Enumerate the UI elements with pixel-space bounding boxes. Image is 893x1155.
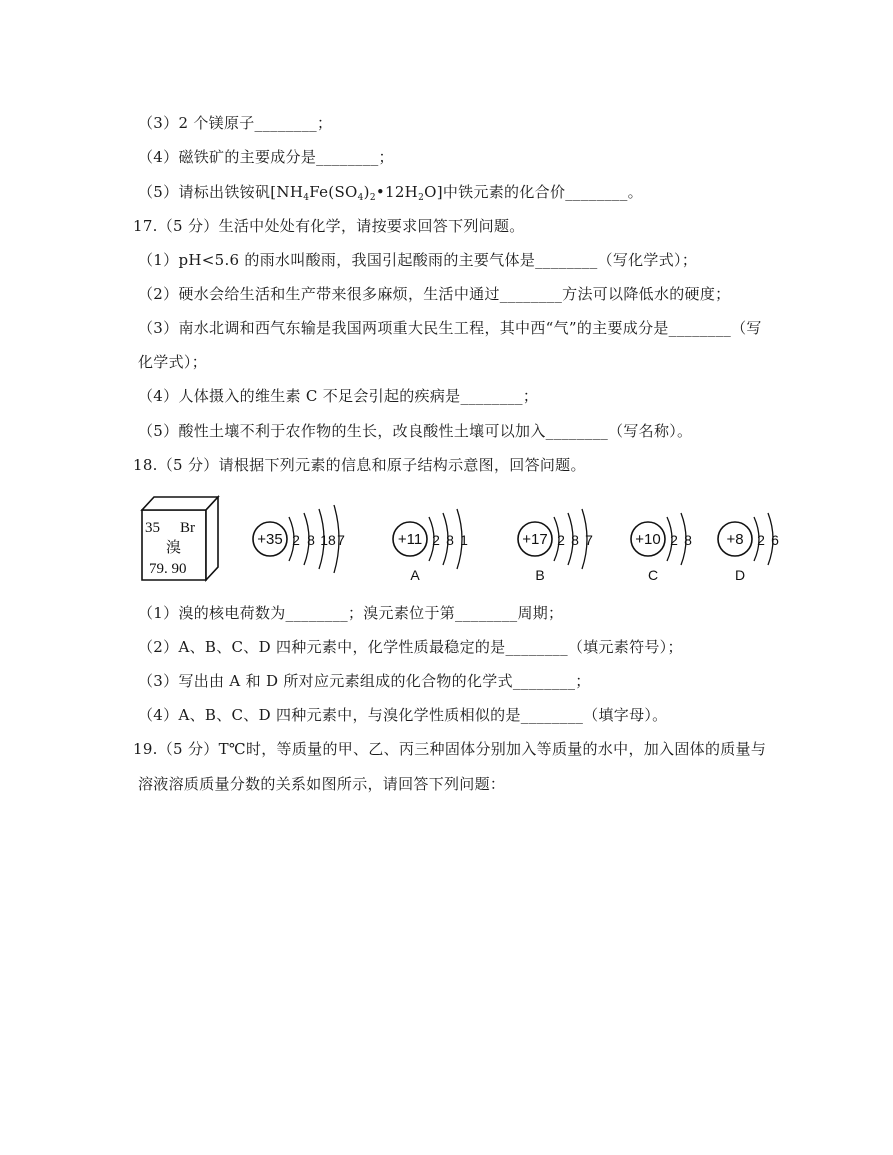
q19-title: 19.（5 分）T℃时，等质量的甲、乙、丙三种固体分别加入等质量的水中，加入固体的质量与 (133, 740, 767, 758)
electron-count: 18 (320, 532, 336, 548)
atom-diagram (253, 505, 345, 573)
atom-label: D (734, 567, 746, 583)
electron-count: 7 (337, 532, 345, 548)
atom-diagram (393, 509, 468, 583)
q18-part3: （3）写出由 A 和 D 所对应元素组成的化合物的化学式________； (138, 672, 591, 690)
nucleus-charge: +10 (635, 531, 661, 548)
q18-title: 18.（5 分）请根据下列元素的信息和原子结构示意图，回答问题。 (133, 456, 586, 474)
atomic-structure-figure (140, 492, 780, 587)
q19-title-continued: 溶液溶质质量分数的关系如图所示，请回答下列问题： (138, 775, 506, 793)
nucleus-charge: +11 (397, 531, 423, 548)
nucleus-charge: +17 (522, 531, 548, 548)
q17-part3-continued: 化学式）； (138, 353, 208, 371)
atom-diagram (631, 513, 692, 583)
q16-part3: （3）2 个镁原子________； (138, 114, 333, 132)
nucleus-charge: +8 (726, 531, 744, 548)
atom-label: C (647, 567, 659, 583)
q17-part3: （3）南水北调和西气东输是我国两项重大民生工程，其中西“气”的主要成分是________（写 (138, 319, 762, 337)
q16-part4: （4）磁铁矿的主要成分是________； (138, 148, 394, 166)
element-atomic-mass: 79. 90 (149, 561, 187, 577)
electron-count: 1 (460, 532, 468, 548)
element-symbol: Br (180, 520, 195, 536)
electron-count: 2 (432, 532, 440, 548)
electron-count: 8 (571, 532, 579, 548)
q17-part1: （1）pH<5.6 的雨水叫酸雨，我国引起酸雨的主要气体是________（写化学式）； (138, 251, 698, 269)
electron-count: 8 (684, 532, 692, 548)
atom-diagram (518, 509, 593, 583)
q18-part2: （2）A、B、C、D 四种元素中，化学性质最稳定的是________（填元素符号）； (138, 638, 683, 656)
atom-diagrams (253, 505, 779, 583)
atomic-structure-diagrams (140, 492, 780, 587)
electron-count: 2 (670, 532, 678, 548)
electron-count: 2 (292, 532, 300, 548)
element-box-bromine (142, 497, 218, 580)
q18-part4: （4）A、B、C、D 四种元素中，与溴化学性质相似的是________（填字母）。 (138, 706, 668, 724)
electron-count: 2 (557, 532, 565, 548)
electron-count: 6 (771, 532, 779, 548)
q18-part1: （1）溴的核电荷数为________；溴元素位于第________周期； (138, 604, 564, 622)
q17-title: 17.（5 分）生活中处处有化学，请按要求回答下列问题。 (133, 217, 525, 235)
q16-part5: （5）请标出铁铵矾$[NH_4Fe(SO_4)_2•12H_2O]$中铁元素的化合价________。 (138, 183, 643, 203)
atom-label: B (535, 567, 545, 583)
electron-count: 7 (585, 532, 593, 548)
q17-part4: （4）人体摄入的维生素 C 不足会引起的疾病是________； (138, 387, 539, 405)
q17-part5: （5）酸性土壤不利于农作物的生长，改良酸性土壤可以加入________（写名称）。 (138, 422, 693, 440)
electron-count: 8 (307, 532, 315, 548)
element-name: 溴 (166, 540, 182, 556)
atom-diagram (718, 513, 779, 583)
nucleus-charge: +35 (257, 531, 283, 548)
electron-count: 8 (446, 532, 454, 548)
atom-label: A (410, 567, 420, 583)
element-atomic-number: 35 (145, 520, 160, 536)
electron-count: 2 (757, 532, 765, 548)
q17-part2: （2）硬水会给生活和生产带来很多麻烦，生活中通过________方法可以降低水的硬度； (138, 285, 731, 303)
